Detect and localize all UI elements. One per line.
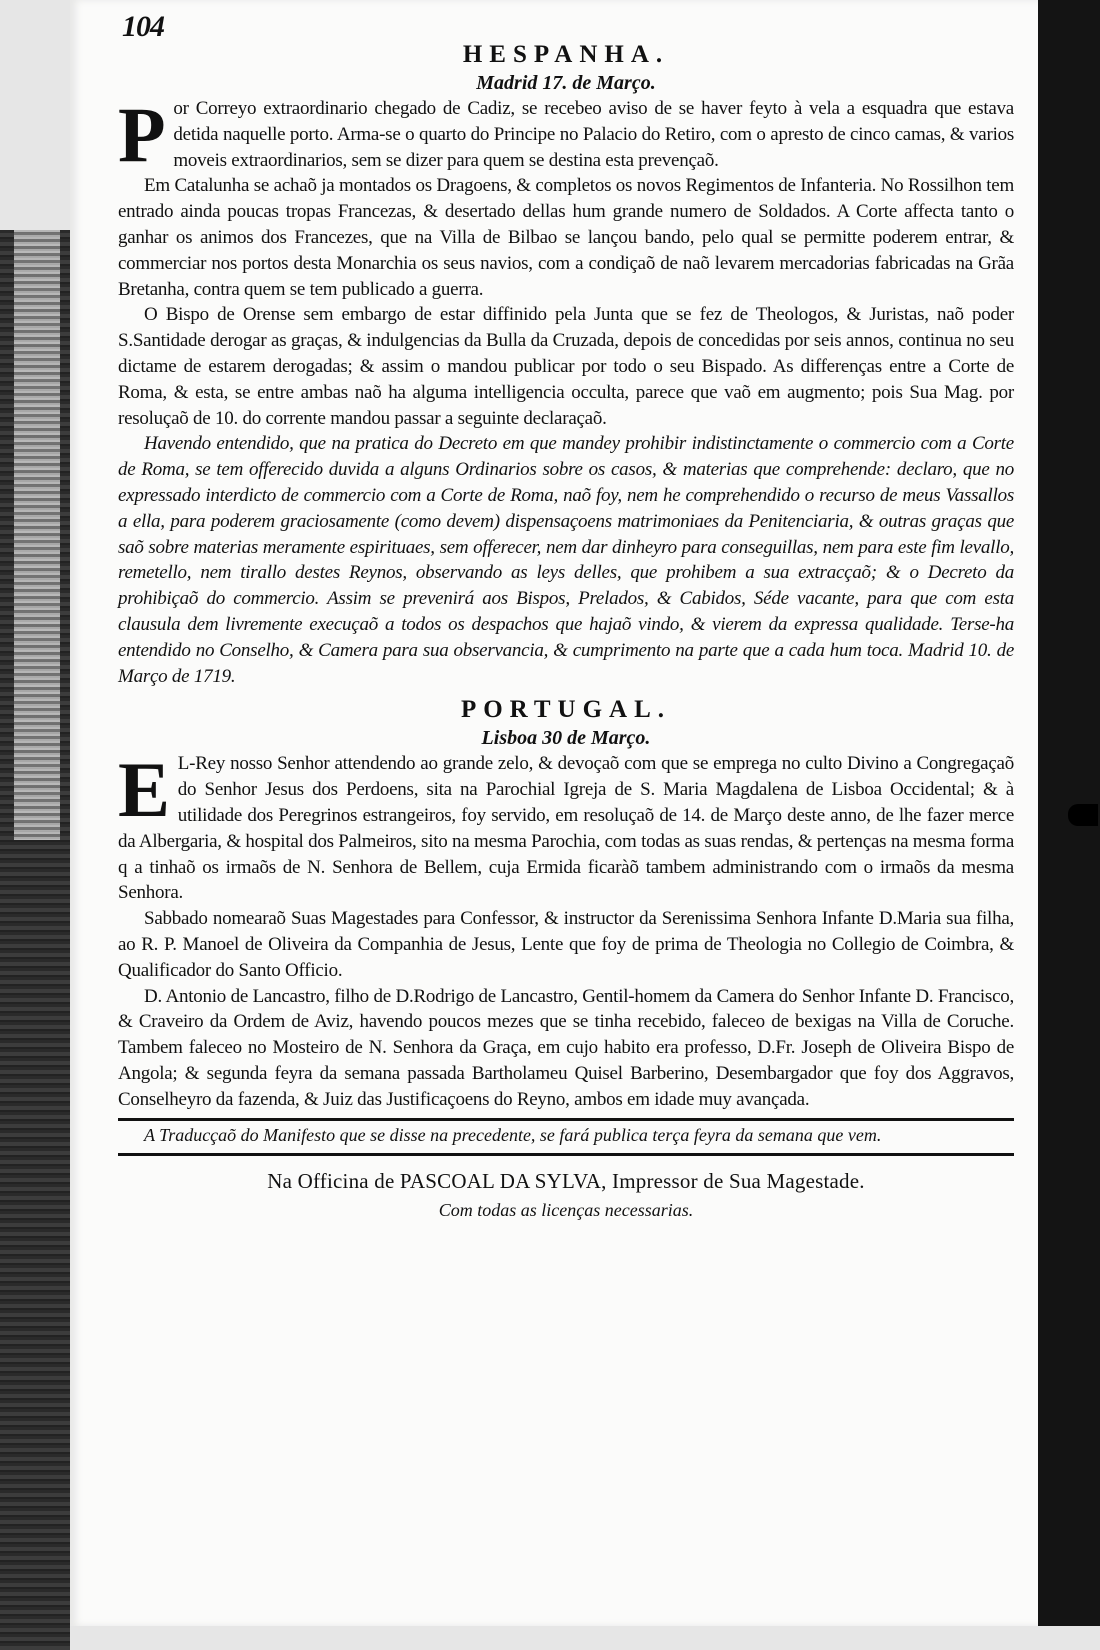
translation-note: A Traducçaõ do Manifesto que se disse na precedente, se fará publica terça feyra da semana que vem. xyxy=(144,1125,882,1146)
section-heading-portugal: PORTUGAL. xyxy=(460,696,672,724)
section-heading-spain: HESPANHA. xyxy=(462,41,670,68)
article-paragraph xyxy=(118,746,1014,906)
drop-cap: E xyxy=(118,746,170,834)
spain-section xyxy=(118,40,1014,689)
license-line: Com todas as licenças necessarias. xyxy=(438,1200,694,1221)
gazette-page xyxy=(70,0,1038,1626)
page-number: 104 xyxy=(122,10,164,43)
article-paragraph: D. Antonio de Lancastro, filho de D.Rodrigo de Lancastro, Gentil-homem da Camera do Senhor Infante D. Francisco, & Craveiro da Ordem de Aviz, havendo poucos mezes que se tinha recebido, faleceo de bexigas na Villa de Coruche. Tambem faleceo no Mosteiro de N. Senhora da Graça, em cujo habito era professo, D.Fr. Joseph de Oliveira Bispo de Angola; & segunda feyra da semana passada Bartholameu Quisel Barberino, Desembargador que foy dos Aggravos, Conselheyro da fazenda, & Juiz das Justificaçoens do Reyno, ambos em idade muy avançada. xyxy=(118,985,1014,1110)
article-paragraph xyxy=(118,91,1014,178)
paragraph-text: L-Rey nosso Senhor attendendo ao grande zelo, & devoçaõ com que se emprega no culto Divino a Congregaçaõ do Senhor Jesus dos Perdoens, sita na Parochial Igreja de S. Maria Magdalena de Lisboa Occidental; & à utilidade dos Peregrinos estrangeiros, foy servido, em resoluçaõ de 14. de Março deste anno, de lhe fazer merce da Albergaria, & hospital dos Palmeiros, sito na mesma Parochia, com todas as suas rendas, & pertenças na mesma forma q a tinhaõ os irmaõs de N. Senhora de Bellem, cuja Ermida ficaràõ tambem administrando com o irmaõs da mesma Senhora. xyxy=(118,753,1014,904)
paragraph-text: or Correyo extraordinario chegado de Cadiz, se recebeo aviso de se haver feyto à vela a esquadra que estava detida naquelle porto. Arma-se o quarto do Principe no Palacio do Retiro, com o apresto de cinco camas, & varios moveis extraordinarios, sem se dizer para quem se destina esta prevençaõ. xyxy=(173,98,1014,171)
royal-decree: Havendo entendido, que na pratica do Decreto em que mandey prohibir indistinctamente o commercio com a Corte de Roma, se tem offerecido duvida a alguns Ordinarios sobre os casos, & materias que comprehende: declaro, que no expressado interdicto de commercio com a Corte de Roma, naõ foy, nem he comprehendido o recurso de meus Vassallos a ella, para poderem graciosamente (como devem) dispensaçoens matrimoniaes da Penitenciaria, & outras graças que saõ sobre materias meramente espirituaes, sem offerecer, nem dar dinheyro para conseguillas, nem para este fim levallo, remetello, nem tirallo destes Reynos, observando as leys delles, que prohibem a sua extracçaõ; & o Decreto da prohibiçaõ do commercio. Assim se prevenirá aos Bispos, Prelados, & Cabidos, Séde vacante, para que com esta clausula dem livremente execuçaõ a todos os despachos que hajaõ vindo, & vierem da expressa qualidade. Terse-ha entendido no Conselho, & Camera para sua observancia, & cumprimento na parte que a cada hum toca. Madrid 10. de Março de 1719. xyxy=(118,433,1014,687)
article-paragraph: O Bispo de Orense sem embargo de estar diffinido pela Junta que se fez de Theologos, & Juristas, naõ poder S.Santidade derogar as graças, & indulgencias da Bulla da Cruzada, depois de concedidas por seis annos, continua no seu dictame de estarem derogadas; & assim o mandou publicar por todo o seu Bispado. As differenças entre a Corte de Roma, & esta, se entre ambas naõ ha alguma intelligencia occulta, parece que vaõ em augmento; pois Sua Mag. por resoluçaõ de 10. do corrente mandou passar a seguinte declaraçaõ. xyxy=(118,304,1014,429)
portugal-section xyxy=(118,695,1014,1112)
adjacent-page-strip xyxy=(14,230,60,840)
drop-cap: P xyxy=(118,91,166,178)
top-spacer xyxy=(118,0,1014,40)
page-content xyxy=(118,0,1014,1224)
article-paragraph: Em Catalunha se achaõ ja montados os Dragoens, & completos os novos Regimentos de Infanteria. No Rossilhon tem entrado ainda poucas tropas Francezas, & desertado dellas hum grande numero de Soldados. A Corte affecta tanto o ganhar os animos dos Francezes, que na Villa de Bilbao se lançou bando, pelo qual se permitte poderem entrar, & commerciar nos portos desta Monarchia os seus navios, com a condiçaõ de naõ levarem mercadorias fabricadas na Grãa Bretanha, contra quem se tem publicado a guerra. xyxy=(118,175,1014,300)
printer-imprint: Na Officina de PASCOAL DA SYLVA, Impressor de Sua Magestade. xyxy=(267,1169,865,1194)
article-paragraph: Sabbado nomearaõ Suas Magestades para Confessor, & instructor da Serenissima Senhora Infante D.Maria sua filha, ao R. P. Manoel de Oliveira da Companhia de Jesus, Lente que foy de prima de Theologia no Collegio de Coimbra, & Qualificador do Santo Officio. xyxy=(118,908,1014,981)
right-margin-mark xyxy=(1068,804,1098,826)
dateline-madrid: Madrid 17. de Março. xyxy=(476,72,656,94)
dateline-lisboa: Lisboa 30 de Março. xyxy=(481,727,651,750)
divider-rule xyxy=(118,1153,1014,1156)
divider-rule xyxy=(118,1118,1014,1121)
